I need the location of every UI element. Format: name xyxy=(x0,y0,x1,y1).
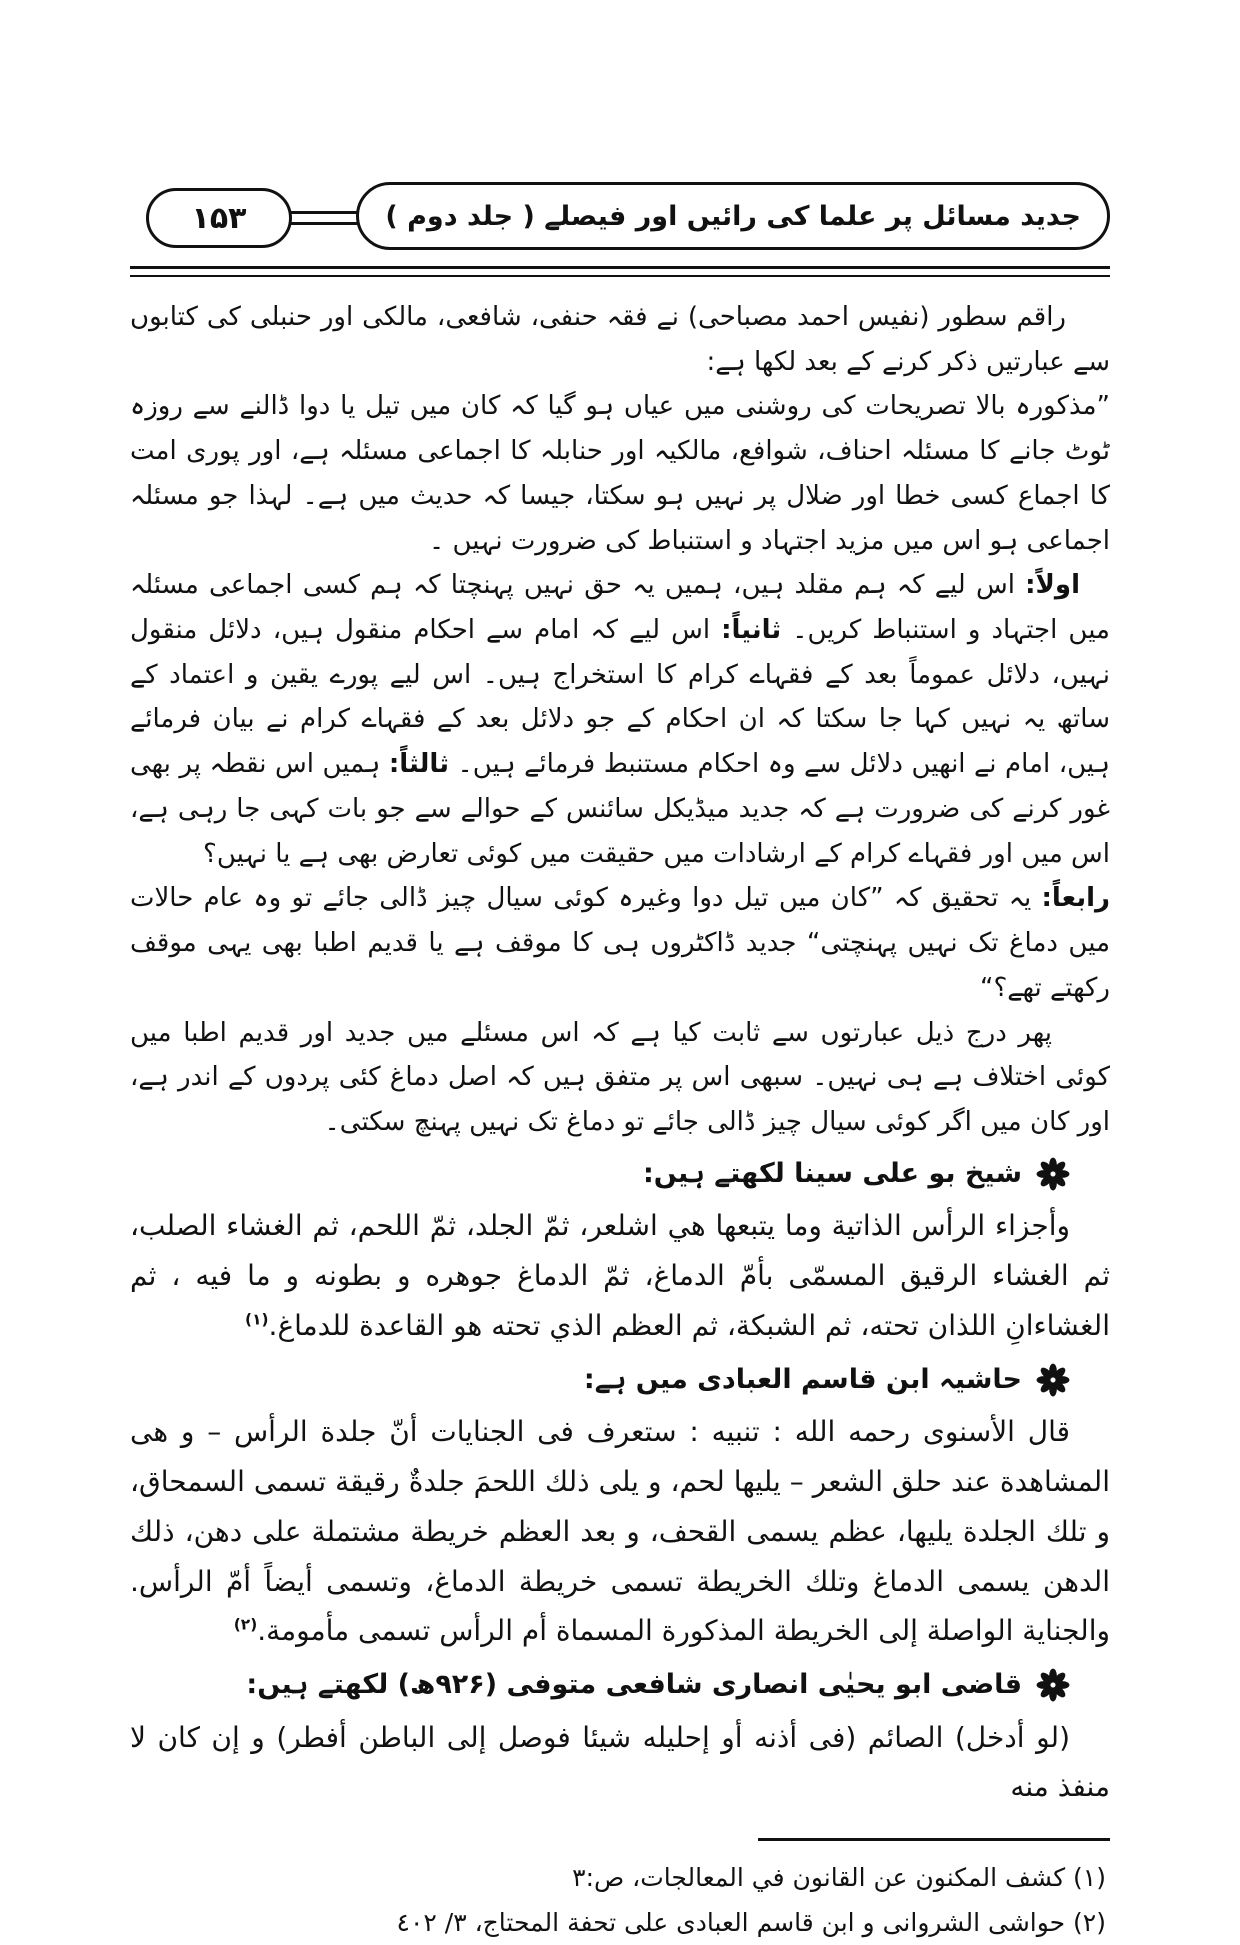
text-secondly: اس لیے کہ امام سے احکام منقول ہیں، دلائل منقول نہیں، دلائل عموماً بعد کے فقہاے کرام کا استخراج ہیں۔ اس لیے پورے یقین و اعتماد کے ساتھ یہ نہیں کہا جا سکتا کہ ان احکام کے جو دلائل بعد کے فقہاے کرام نے بیان فرمائے ہیں، امام نے انھیں دلائل سے وہ احکام مستنبط فرمائے ہیں۔ xyxy=(130,615,1110,780)
label-fourthly: رابعاً: xyxy=(1041,883,1110,914)
body-text xyxy=(130,295,1110,1812)
flower-bullet-icon xyxy=(1036,1668,1070,1702)
arabic-quote-ibn-qasim xyxy=(130,1407,1110,1656)
flower-bullet-icon xyxy=(1036,1363,1070,1397)
arabic-quote-qazi-ansari xyxy=(130,1713,1110,1813)
arabic-quote-ibn-sina xyxy=(130,1201,1110,1350)
page-number-badge xyxy=(146,188,292,248)
arabic-quote-text: قال الأسنوى رحمه الله : تنبيه : ستعرف فى الجنايات أنّ جلدة الرأس – و هى المشاهدة عند حلق الشعر – يليها لحم، و يلى ذلك اللحمَ جلدةٌ رقيقة تسمى السمحاق، و تلك الجلدة يليها، عظم يسمى القحف، و بعد العظم خريطة مشتملة على دهن، ذلك الدهن يسمى الدماغ وتلك الخريطة تسمى خريطة الدماغ، وتسمى أيضاً أمّ الرأس. والجناية الواصلة إلى الخريطة المذكورة المسماة أم الرأس تسمى مأمومة. xyxy=(130,1415,1110,1648)
footnote-ref-2: (٢) xyxy=(233,1616,258,1634)
label-secondly: ثانیاً: xyxy=(721,615,782,646)
footnote-ref-1: (١) xyxy=(245,1310,269,1329)
text-fourthly: یہ تحقیق کہ ”کان میں تیل دوا وغیرہ کوئی سیال چیز ڈالی جائے تو وہ عام حالات میں دماغ تک نہیں پہنچتی“ جدید ڈاکٹروں ہی کا موقف ہے یا قدیم اطبا بھی یہی موقف رکھتے تھے؟“ xyxy=(130,883,1110,1003)
arabic-quote-text: (لو أدخل) الصائم (فى أذنه أو إحليله شيئا فوصل إلى الباطن أفطر) و إن كان لا منفذ منه xyxy=(130,1720,1110,1804)
header-divider-rule xyxy=(130,266,1110,277)
text-thirdly: ہمیں اس نقطہ پر بھی غور کرنے کی ضرورت ہے کہ جدید میڈیکل سائنس کے حوالے سے جو بات کہی جا رہی ہے، اس میں اور فقہاے کرام کے ارشادات میں حقیقت میں کوئی تعارض بھی ہے یا نہیں؟ xyxy=(130,749,1110,869)
text-firstly: اس لیے کہ ہم مقلد ہیں، ہمیں یہ حق نہیں پہنچتا کہ ہم کسی اجماعی مسئلہ میں اجتہاد و استنباط کریں۔ xyxy=(130,570,1110,646)
page-number: ۱۵۳ xyxy=(191,200,247,236)
footnotes xyxy=(130,1838,1110,1945)
flower-bullet-icon xyxy=(1036,1157,1070,1191)
paragraph-conclusion: پھر درج ذیل عبارتوں سے ثابت کیا ہے کہ اس مسئلے میں جدید اور قدیم اطبا میں کوئی اختلاف ہے ہی نہیں۔ سبھی اس پر متفق ہیں کہ اصل دماغ کئی پردوں کے اندر ہے، اور کان میں اگر کوئی سیال چیز ڈالی جائے تو دماغ تک نہیں پہنچ سکتی۔ xyxy=(130,1017,1110,1137)
paragraph-points xyxy=(130,563,1110,876)
paragraph-intro: راقم سطور (نفیس احمد مصباحی) نے فقہ حنفی، شافعی، مالکی اور حنبلی کی کتابوں سے عبارتیں ذکر کرنے کے بعد لکھا ہے: xyxy=(130,302,1110,377)
section-heading-ibn-qasim xyxy=(130,1357,1070,1403)
book-title: جدید مسائل پر علما کی رائیں اور فیصلے ( جلد دوم ) xyxy=(385,200,1081,232)
footnote-separator-rule xyxy=(758,1838,1110,1841)
section-heading-text: شیخ بو علی سینا لکھتے ہیں: xyxy=(642,1157,1022,1189)
footnote-1: (١) كشف المكنون عن القانون في المعالجات، ص:٣ xyxy=(572,1863,1106,1893)
section-heading-text: حاشیہ ابن قاسم العبادی میں ہے: xyxy=(583,1363,1022,1395)
page-header xyxy=(130,182,1110,254)
section-heading-text: قاضی ابو یحیٰی انصاری شافعی متوفی (۹۲۶ھ) لکھتے ہیں: xyxy=(246,1669,1022,1701)
footnote-2: (٢) حواشى الشروانى و ابن قاسم العبادى على تحفة المحتاج، ٣/ ٤٠٢ xyxy=(396,1908,1106,1938)
paragraph-fourthly xyxy=(130,876,1110,1010)
section-heading-ibn-sina xyxy=(130,1151,1070,1197)
book-title-badge xyxy=(356,182,1110,250)
label-thirdly: ثالثاً: xyxy=(388,749,449,780)
paragraph-quote: ”مذکورہ بالا تصریحات کی روشنی میں عیاں ہو گیا کہ کان میں تیل یا دوا ڈالنے سے روزہ ٹوٹ جانے کا مسئلہ احناف، شوافع، مالکیہ اور حنابلہ کا اجماعی مسئلہ ہے، اور پوری امت کا اجماع کسی خطا اور ضلال پر نہیں ہو سکتا، جیسا کہ حدیث میں ہے۔ لہذا جو مسئلہ اجماعی ہو اس میں مزید اجتہاد و استنباط کی ضرورت نہیں ۔ xyxy=(130,391,1110,556)
section-heading-qazi-ansari xyxy=(130,1662,1070,1708)
arabic-quote-text: وأجزاء الرأس الذاتية وما يتبعها هي اشلعر، ثمّ الجلد، ثمّ اللحم، ثم الغشاء الصلب، ثم الغشاء الرقيق المسمّى بأمّ الدماغ، ثمّ الدماغ جوهره و بطونه و ما فيه ، ثم الغشاءانِ اللذان تحته، ثم الشبكة، ثم العظم الذي تحته هو القاعدة للدماغ. xyxy=(130,1209,1110,1342)
label-firstly: اولاً: xyxy=(1025,570,1080,601)
